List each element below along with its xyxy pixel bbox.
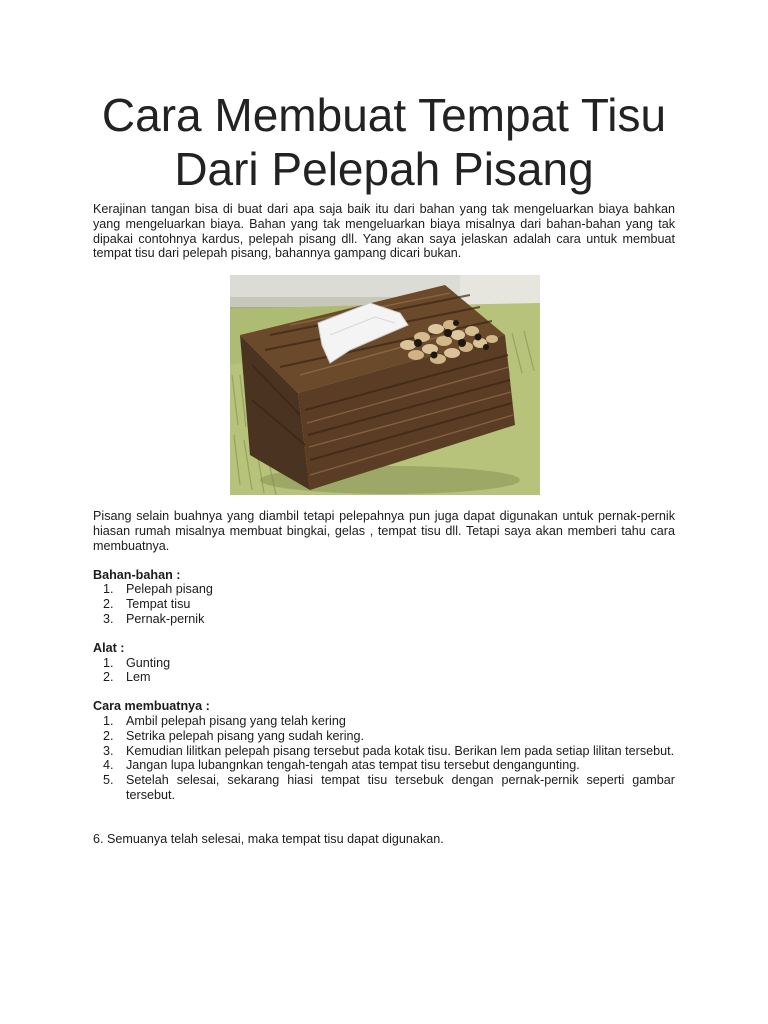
page-title bbox=[60, 88, 708, 196]
list-text: Jangan lupa lubangnkan tengah-tengah atas tempat tisu tersebut dengangunting. bbox=[126, 758, 580, 773]
document-body bbox=[93, 202, 675, 847]
list-item bbox=[93, 670, 675, 685]
final-step: 6. Semuanya telah selesai, maka tempat tisu dapat digunakan. bbox=[93, 831, 444, 846]
title-line-2: Dari Pelepah Pisang bbox=[174, 143, 594, 195]
list-number: 2. bbox=[103, 597, 114, 612]
list-number: 1. bbox=[103, 655, 114, 670]
list-text: Setrika pelepah pisang yang sudah kering. bbox=[126, 728, 365, 743]
list-number: 3. bbox=[103, 743, 114, 758]
second-paragraph: Pisang selain buahnya yang diambil tetapi pelepahnya pun juga dapat digunakan untuk pernak-pernik hiasan rumah misalnya membuat bingkai, gelas , tempat tisu dll. Tetapi saya akan memberi tahu cara membuatnya. bbox=[93, 509, 675, 553]
list-number: 2. bbox=[103, 670, 114, 685]
cara-list bbox=[93, 714, 675, 803]
alat-list bbox=[93, 656, 675, 686]
list-text: Setelah selesai, sekarang hiasi tempat tisu tersebuk dengan pernak-pernik seperti gambar tersebut. bbox=[126, 773, 675, 802]
list-number: 1. bbox=[103, 713, 114, 728]
cara-heading: Cara membuatnya : bbox=[93, 699, 210, 714]
alat-heading: Alat : bbox=[93, 640, 125, 655]
list-item bbox=[93, 582, 675, 597]
list-text: Gunting bbox=[126, 655, 171, 670]
tissue-box-photo bbox=[230, 275, 540, 495]
list-text: Tempat tisu bbox=[126, 597, 191, 612]
list-item bbox=[93, 612, 675, 627]
bahan-list bbox=[93, 582, 675, 626]
list-item bbox=[93, 729, 675, 744]
list-item bbox=[93, 714, 675, 729]
list-text: Ambil pelepah pisang yang telah kering bbox=[126, 713, 346, 728]
list-number: 3. bbox=[103, 611, 114, 626]
list-text: Kemudian lilitkan pelepah pisang tersebut pada kotak tisu. Berikan lem pada setiap lilitan tersebut. bbox=[126, 743, 675, 758]
list-item bbox=[93, 597, 675, 612]
list-number: 4. bbox=[103, 758, 114, 773]
list-item bbox=[93, 773, 675, 803]
list-item bbox=[93, 758, 675, 773]
list-number: 1. bbox=[103, 582, 114, 597]
bahan-heading: Bahan-bahan : bbox=[93, 567, 181, 582]
list-text: Lem bbox=[126, 670, 151, 685]
list-item bbox=[93, 744, 675, 759]
intro-paragraph: Kerajinan tangan bisa di buat dari apa saja baik itu dari bahan yang tak mengeluarkan biaya bahkan yang mengeluarkan biaya. Bahan yang tak mengeluarkan biaya misalnya dari bahan-bahan yang tak dipakai contohnya kardus, pelepah pisang dll. Yang akan saya jelaskan adalah cara untuk membuat tempat tisu dari pelepah pisang, bahannya gampang dicari bukan. bbox=[93, 202, 675, 261]
title-line-1: Cara Membuat Tempat Tisu bbox=[101, 89, 667, 141]
list-text: Pelepah pisang bbox=[126, 582, 213, 597]
list-number: 2. bbox=[103, 728, 114, 743]
list-item bbox=[93, 656, 675, 671]
list-number: 5. bbox=[103, 773, 114, 788]
list-text: Pernak-pernik bbox=[126, 611, 205, 626]
